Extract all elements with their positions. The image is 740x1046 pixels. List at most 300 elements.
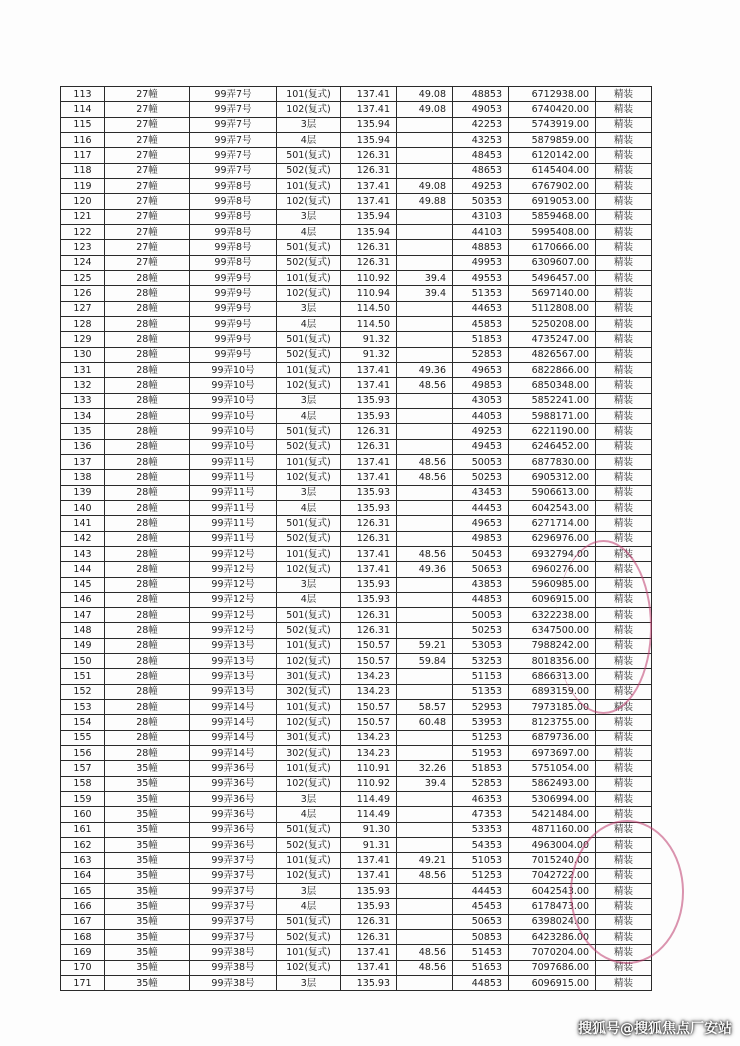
cell-address: 99弄36号 bbox=[190, 822, 277, 837]
cell-address: 99弄11号 bbox=[190, 531, 277, 546]
table-row bbox=[61, 378, 652, 393]
table-row bbox=[61, 776, 652, 791]
cell-area: 134.23 bbox=[341, 730, 397, 745]
cell-row-number: 136 bbox=[61, 439, 105, 454]
cell-finish: 精装 bbox=[596, 148, 652, 163]
cell-area: 135.93 bbox=[341, 393, 397, 408]
cell-total-price: 6866313.00 bbox=[509, 669, 596, 684]
cell-finish: 精装 bbox=[596, 669, 652, 684]
cell-public-area bbox=[397, 301, 453, 316]
cell-unit-price: 54353 bbox=[453, 838, 509, 853]
cell-total-price: 8018356.00 bbox=[509, 654, 596, 669]
cell-row-number: 162 bbox=[61, 838, 105, 853]
cell-total-price: 4871160.00 bbox=[509, 822, 596, 837]
cell-address: 99弄11号 bbox=[190, 485, 277, 500]
cell-unit-price: 44053 bbox=[453, 408, 509, 423]
cell-total-price: 7988242.00 bbox=[509, 638, 596, 653]
cell-finish: 精装 bbox=[596, 286, 652, 301]
cell-unit-price: 48653 bbox=[453, 163, 509, 178]
cell-unit-price: 44103 bbox=[453, 224, 509, 239]
cell-finish: 精装 bbox=[596, 638, 652, 653]
cell-unit-price: 51153 bbox=[453, 669, 509, 684]
table-row bbox=[61, 424, 652, 439]
cell-finish: 精装 bbox=[596, 270, 652, 285]
cell-building: 35幢 bbox=[105, 884, 190, 899]
cell-address: 99弄13号 bbox=[190, 654, 277, 669]
cell-total-price: 6221190.00 bbox=[509, 424, 596, 439]
cell-unit-price: 43053 bbox=[453, 393, 509, 408]
cell-finish: 精装 bbox=[596, 163, 652, 178]
cell-total-price: 7973185.00 bbox=[509, 700, 596, 715]
cell-finish: 精装 bbox=[596, 914, 652, 929]
cell-finish: 精装 bbox=[596, 454, 652, 469]
table-row bbox=[61, 194, 652, 209]
cell-area: 137.41 bbox=[341, 362, 397, 377]
cell-address: 99弄7号 bbox=[190, 148, 277, 163]
cell-unit-price: 50353 bbox=[453, 194, 509, 209]
cell-address: 99弄11号 bbox=[190, 500, 277, 515]
cell-public-area: 49.08 bbox=[397, 178, 453, 193]
cell-finish: 精装 bbox=[596, 608, 652, 623]
cell-public-area: 48.56 bbox=[397, 868, 453, 883]
cell-building: 28幢 bbox=[105, 623, 190, 638]
table-row bbox=[61, 746, 652, 761]
cell-total-price: 6309607.00 bbox=[509, 255, 596, 270]
cell-row-number: 115 bbox=[61, 117, 105, 132]
cell-finish: 精装 bbox=[596, 362, 652, 377]
cell-total-price: 5306994.00 bbox=[509, 792, 596, 807]
cell-building: 28幢 bbox=[105, 362, 190, 377]
table-row bbox=[61, 439, 652, 454]
cell-row-number: 146 bbox=[61, 592, 105, 607]
cell-finish: 精装 bbox=[596, 945, 652, 960]
cell-unit-price: 51653 bbox=[453, 960, 509, 975]
cell-total-price: 6145404.00 bbox=[509, 163, 596, 178]
table-row bbox=[61, 700, 652, 715]
cell-public-area: 39.4 bbox=[397, 776, 453, 791]
cell-address: 99弄9号 bbox=[190, 270, 277, 285]
cell-public-area: 48.56 bbox=[397, 546, 453, 561]
cell-building: 28幢 bbox=[105, 454, 190, 469]
cell-address: 99弄14号 bbox=[190, 730, 277, 745]
cell-unit: 501(复式) bbox=[277, 516, 341, 531]
cell-unit-price: 44453 bbox=[453, 500, 509, 515]
cell-area: 137.41 bbox=[341, 470, 397, 485]
cell-building: 27幢 bbox=[105, 132, 190, 147]
cell-unit: 102(复式) bbox=[277, 960, 341, 975]
cell-address: 99弄13号 bbox=[190, 669, 277, 684]
cell-unit: 301(复式) bbox=[277, 669, 341, 684]
cell-building: 28幢 bbox=[105, 332, 190, 347]
cell-unit-price: 49653 bbox=[453, 516, 509, 531]
cell-area: 114.49 bbox=[341, 807, 397, 822]
cell-row-number: 120 bbox=[61, 194, 105, 209]
cell-finish: 精装 bbox=[596, 700, 652, 715]
cell-total-price: 6712938.00 bbox=[509, 87, 596, 102]
cell-total-price: 6919053.00 bbox=[509, 194, 596, 209]
cell-area: 137.41 bbox=[341, 178, 397, 193]
cell-unit: 3层 bbox=[277, 485, 341, 500]
cell-total-price: 6170666.00 bbox=[509, 240, 596, 255]
cell-address: 99弄36号 bbox=[190, 792, 277, 807]
cell-unit: 101(复式) bbox=[277, 270, 341, 285]
cell-area: 126.31 bbox=[341, 439, 397, 454]
cell-total-price: 6877830.00 bbox=[509, 454, 596, 469]
table-row bbox=[61, 240, 652, 255]
cell-finish: 精装 bbox=[596, 884, 652, 899]
cell-building: 27幢 bbox=[105, 209, 190, 224]
cell-unit: 101(复式) bbox=[277, 546, 341, 561]
cell-finish: 精装 bbox=[596, 178, 652, 193]
cell-unit-price: 49653 bbox=[453, 362, 509, 377]
cell-area: 135.93 bbox=[341, 577, 397, 592]
official-seal-lower bbox=[570, 820, 684, 964]
cell-row-number: 141 bbox=[61, 516, 105, 531]
table-row bbox=[61, 87, 652, 102]
cell-building: 27幢 bbox=[105, 178, 190, 193]
cell-public-area bbox=[397, 792, 453, 807]
cell-unit-price: 53353 bbox=[453, 822, 509, 837]
cell-building: 28幢 bbox=[105, 378, 190, 393]
cell-public-area bbox=[397, 516, 453, 531]
cell-address: 99弄12号 bbox=[190, 546, 277, 561]
cell-public-area: 58.57 bbox=[397, 700, 453, 715]
cell-unit-price: 49553 bbox=[453, 270, 509, 285]
cell-building: 27幢 bbox=[105, 148, 190, 163]
cell-public-area bbox=[397, 930, 453, 945]
cell-row-number: 129 bbox=[61, 332, 105, 347]
cell-finish: 精装 bbox=[596, 960, 652, 975]
cell-unit: 502(复式) bbox=[277, 347, 341, 362]
cell-unit: 302(复式) bbox=[277, 746, 341, 761]
cell-area: 150.57 bbox=[341, 654, 397, 669]
table-row bbox=[61, 792, 652, 807]
cell-unit-price: 51253 bbox=[453, 730, 509, 745]
table-row bbox=[61, 899, 652, 914]
cell-unit-price: 43103 bbox=[453, 209, 509, 224]
cell-public-area: 48.56 bbox=[397, 454, 453, 469]
cell-building: 28幢 bbox=[105, 485, 190, 500]
cell-unit-price: 43453 bbox=[453, 485, 509, 500]
cell-total-price: 5112808.00 bbox=[509, 301, 596, 316]
cell-unit: 4层 bbox=[277, 592, 341, 607]
table-row bbox=[61, 516, 652, 531]
cell-area: 114.50 bbox=[341, 301, 397, 316]
cell-row-number: 154 bbox=[61, 715, 105, 730]
cell-row-number: 140 bbox=[61, 500, 105, 515]
cell-finish: 精装 bbox=[596, 194, 652, 209]
table-row bbox=[61, 945, 652, 960]
cell-area: 137.41 bbox=[341, 853, 397, 868]
table-row bbox=[61, 562, 652, 577]
cell-area: 134.23 bbox=[341, 746, 397, 761]
cell-address: 99弄37号 bbox=[190, 930, 277, 945]
cell-total-price: 4826567.00 bbox=[509, 347, 596, 362]
cell-total-price: 6246452.00 bbox=[509, 439, 596, 454]
cell-unit-price: 51853 bbox=[453, 761, 509, 776]
cell-building: 28幢 bbox=[105, 316, 190, 331]
cell-finish: 精装 bbox=[596, 623, 652, 638]
cell-unit-price: 51353 bbox=[453, 286, 509, 301]
cell-building: 28幢 bbox=[105, 669, 190, 684]
cell-area: 137.41 bbox=[341, 562, 397, 577]
cell-area: 137.41 bbox=[341, 868, 397, 883]
cell-building: 28幢 bbox=[105, 715, 190, 730]
cell-building: 35幢 bbox=[105, 792, 190, 807]
table-row bbox=[61, 408, 652, 423]
table-row bbox=[61, 822, 652, 837]
cell-public-area: 39.4 bbox=[397, 286, 453, 301]
cell-area: 135.93 bbox=[341, 408, 397, 423]
cell-finish: 精装 bbox=[596, 868, 652, 883]
cell-row-number: 156 bbox=[61, 746, 105, 761]
cell-address: 99弄10号 bbox=[190, 393, 277, 408]
cell-public-area bbox=[397, 316, 453, 331]
cell-unit: 101(复式) bbox=[277, 700, 341, 715]
table-row bbox=[61, 255, 652, 270]
cell-area: 135.93 bbox=[341, 899, 397, 914]
cell-unit-price: 53953 bbox=[453, 715, 509, 730]
cell-finish: 精装 bbox=[596, 822, 652, 837]
cell-unit-price: 47353 bbox=[453, 807, 509, 822]
cell-area: 110.91 bbox=[341, 761, 397, 776]
table-row bbox=[61, 470, 652, 485]
cell-address: 99弄37号 bbox=[190, 914, 277, 929]
cell-finish: 精装 bbox=[596, 102, 652, 117]
cell-row-number: 123 bbox=[61, 240, 105, 255]
cell-building: 28幢 bbox=[105, 730, 190, 745]
cell-address: 99弄8号 bbox=[190, 209, 277, 224]
cell-unit: 3层 bbox=[277, 393, 341, 408]
cell-total-price: 5879859.00 bbox=[509, 132, 596, 147]
cell-public-area: 49.36 bbox=[397, 362, 453, 377]
cell-row-number: 121 bbox=[61, 209, 105, 224]
cell-total-price: 5988171.00 bbox=[509, 408, 596, 423]
table-row bbox=[61, 761, 652, 776]
cell-address: 99弄38号 bbox=[190, 960, 277, 975]
table-row bbox=[61, 884, 652, 899]
cell-public-area bbox=[397, 577, 453, 592]
cell-unit: 501(复式) bbox=[277, 240, 341, 255]
cell-unit: 101(复式) bbox=[277, 87, 341, 102]
cell-area: 135.93 bbox=[341, 485, 397, 500]
cell-total-price: 6767902.00 bbox=[509, 178, 596, 193]
cell-unit: 102(复式) bbox=[277, 470, 341, 485]
cell-building: 28幢 bbox=[105, 546, 190, 561]
cell-address: 99弄36号 bbox=[190, 776, 277, 791]
cell-row-number: 169 bbox=[61, 945, 105, 960]
cell-unit: 102(复式) bbox=[277, 868, 341, 883]
cell-row-number: 130 bbox=[61, 347, 105, 362]
cell-public-area: 48.56 bbox=[397, 945, 453, 960]
cell-row-number: 127 bbox=[61, 301, 105, 316]
cell-unit-price: 51353 bbox=[453, 684, 509, 699]
cell-unit: 501(复式) bbox=[277, 822, 341, 837]
cell-finish: 精装 bbox=[596, 255, 652, 270]
cell-finish: 精装 bbox=[596, 546, 652, 561]
cell-building: 28幢 bbox=[105, 654, 190, 669]
cell-unit-price: 50653 bbox=[453, 562, 509, 577]
cell-unit-price: 43253 bbox=[453, 132, 509, 147]
cell-unit-price: 51253 bbox=[453, 868, 509, 883]
cell-total-price: 6822866.00 bbox=[509, 362, 596, 377]
cell-public-area bbox=[397, 884, 453, 899]
cell-row-number: 157 bbox=[61, 761, 105, 776]
cell-unit-price: 53253 bbox=[453, 654, 509, 669]
cell-building: 28幢 bbox=[105, 301, 190, 316]
cell-public-area bbox=[397, 393, 453, 408]
cell-public-area bbox=[397, 132, 453, 147]
cell-area: 91.32 bbox=[341, 347, 397, 362]
cell-finish: 精装 bbox=[596, 746, 652, 761]
cell-unit-price: 44853 bbox=[453, 976, 509, 991]
cell-unit: 4层 bbox=[277, 899, 341, 914]
cell-building: 35幢 bbox=[105, 899, 190, 914]
cell-address: 99弄13号 bbox=[190, 684, 277, 699]
cell-public-area: 49.36 bbox=[397, 562, 453, 577]
cell-building: 27幢 bbox=[105, 224, 190, 239]
cell-finish: 精装 bbox=[596, 930, 652, 945]
cell-building: 28幢 bbox=[105, 516, 190, 531]
cell-public-area bbox=[397, 117, 453, 132]
cell-total-price: 6893159.00 bbox=[509, 684, 596, 699]
table-row bbox=[61, 853, 652, 868]
cell-address: 99弄10号 bbox=[190, 424, 277, 439]
cell-total-price: 6740420.00 bbox=[509, 102, 596, 117]
cell-public-area: 49.88 bbox=[397, 194, 453, 209]
cell-row-number: 145 bbox=[61, 577, 105, 592]
cell-unit-price: 51853 bbox=[453, 332, 509, 347]
cell-total-price: 6042543.00 bbox=[509, 884, 596, 899]
table-row bbox=[61, 362, 652, 377]
cell-unit-price: 50253 bbox=[453, 470, 509, 485]
cell-row-number: 139 bbox=[61, 485, 105, 500]
cell-finish: 精装 bbox=[596, 316, 652, 331]
cell-area: 91.32 bbox=[341, 332, 397, 347]
table-row bbox=[61, 117, 652, 132]
cell-area: 135.93 bbox=[341, 976, 397, 991]
cell-total-price: 5697140.00 bbox=[509, 286, 596, 301]
cell-row-number: 122 bbox=[61, 224, 105, 239]
table-row bbox=[61, 914, 652, 929]
cell-area: 110.92 bbox=[341, 776, 397, 791]
table-row bbox=[61, 163, 652, 178]
table-row bbox=[61, 531, 652, 546]
cell-unit-price: 50653 bbox=[453, 914, 509, 929]
cell-area: 126.31 bbox=[341, 163, 397, 178]
cell-address: 99弄37号 bbox=[190, 853, 277, 868]
cell-address: 99弄36号 bbox=[190, 807, 277, 822]
cell-public-area bbox=[397, 255, 453, 270]
cell-row-number: 147 bbox=[61, 608, 105, 623]
price-list-table bbox=[60, 86, 652, 991]
cell-total-price: 5852241.00 bbox=[509, 393, 596, 408]
cell-unit: 101(复式) bbox=[277, 178, 341, 193]
cell-unit: 3层 bbox=[277, 577, 341, 592]
cell-unit-price: 48853 bbox=[453, 87, 509, 102]
cell-public-area bbox=[397, 531, 453, 546]
cell-building: 28幢 bbox=[105, 638, 190, 653]
cell-finish: 精装 bbox=[596, 838, 652, 853]
cell-unit: 501(复式) bbox=[277, 608, 341, 623]
cell-total-price: 5250208.00 bbox=[509, 316, 596, 331]
cell-finish: 精装 bbox=[596, 439, 652, 454]
cell-finish: 精装 bbox=[596, 531, 652, 546]
cell-address: 99弄9号 bbox=[190, 301, 277, 316]
cell-row-number: 117 bbox=[61, 148, 105, 163]
cell-row-number: 119 bbox=[61, 178, 105, 193]
cell-address: 99弄8号 bbox=[190, 224, 277, 239]
cell-public-area bbox=[397, 347, 453, 362]
cell-row-number: 126 bbox=[61, 286, 105, 301]
cell-unit: 3层 bbox=[277, 976, 341, 991]
cell-row-number: 152 bbox=[61, 684, 105, 699]
cell-finish: 精装 bbox=[596, 500, 652, 515]
cell-unit: 501(复式) bbox=[277, 914, 341, 929]
cell-row-number: 164 bbox=[61, 868, 105, 883]
cell-address: 99弄12号 bbox=[190, 592, 277, 607]
cell-row-number: 155 bbox=[61, 730, 105, 745]
cell-unit: 502(复式) bbox=[277, 255, 341, 270]
cell-unit: 4层 bbox=[277, 500, 341, 515]
cell-public-area bbox=[397, 163, 453, 178]
cell-finish: 精装 bbox=[596, 224, 652, 239]
cell-area: 150.57 bbox=[341, 638, 397, 653]
table-row bbox=[61, 332, 652, 347]
cell-unit-price: 51053 bbox=[453, 853, 509, 868]
cell-row-number: 167 bbox=[61, 914, 105, 929]
cell-unit: 501(复式) bbox=[277, 424, 341, 439]
cell-area: 114.50 bbox=[341, 316, 397, 331]
cell-total-price: 8123755.00 bbox=[509, 715, 596, 730]
cell-public-area bbox=[397, 408, 453, 423]
table-row bbox=[61, 178, 652, 193]
cell-finish: 精装 bbox=[596, 424, 652, 439]
cell-unit-price: 43853 bbox=[453, 577, 509, 592]
cell-row-number: 163 bbox=[61, 853, 105, 868]
cell-address: 99弄36号 bbox=[190, 838, 277, 853]
cell-unit: 101(复式) bbox=[277, 454, 341, 469]
cell-unit-price: 48853 bbox=[453, 240, 509, 255]
cell-finish: 精装 bbox=[596, 807, 652, 822]
cell-building: 27幢 bbox=[105, 87, 190, 102]
cell-finish: 精装 bbox=[596, 730, 652, 745]
cell-unit-price: 46353 bbox=[453, 792, 509, 807]
cell-address: 99弄8号 bbox=[190, 178, 277, 193]
cell-total-price: 6960276.00 bbox=[509, 562, 596, 577]
cell-area: 135.93 bbox=[341, 592, 397, 607]
cell-finish: 精装 bbox=[596, 654, 652, 669]
cell-public-area bbox=[397, 424, 453, 439]
cell-unit: 102(复式) bbox=[277, 776, 341, 791]
cell-address: 99弄37号 bbox=[190, 884, 277, 899]
cell-finish: 精装 bbox=[596, 347, 652, 362]
cell-public-area bbox=[397, 240, 453, 255]
cell-unit: 3层 bbox=[277, 301, 341, 316]
table-row bbox=[61, 316, 652, 331]
cell-row-number: 114 bbox=[61, 102, 105, 117]
cell-finish: 精装 bbox=[596, 378, 652, 393]
cell-unit-price: 49053 bbox=[453, 102, 509, 117]
cell-public-area bbox=[397, 608, 453, 623]
cell-unit-price: 45453 bbox=[453, 899, 509, 914]
table-row bbox=[61, 500, 652, 515]
table-row bbox=[61, 347, 652, 362]
cell-unit-price: 44653 bbox=[453, 301, 509, 316]
cell-address: 99弄7号 bbox=[190, 102, 277, 117]
cell-total-price: 4735247.00 bbox=[509, 332, 596, 347]
cell-building: 35幢 bbox=[105, 868, 190, 883]
